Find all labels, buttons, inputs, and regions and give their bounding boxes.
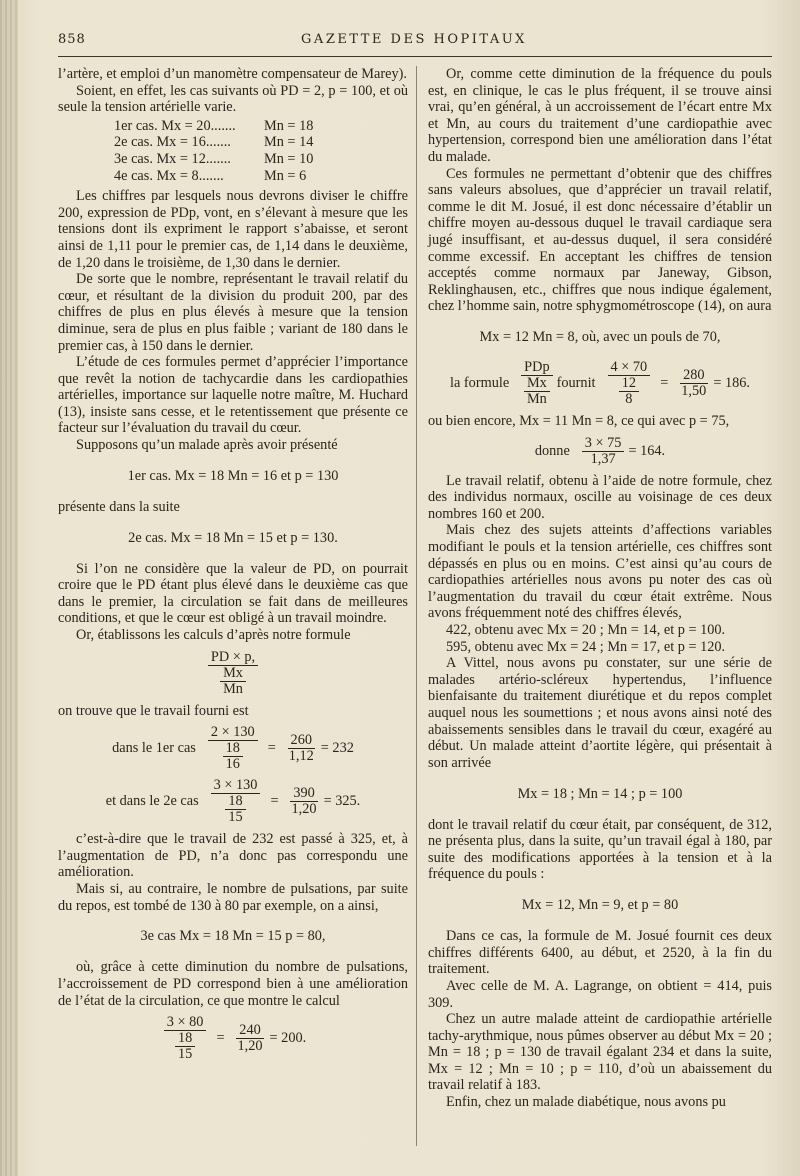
case-label: 4e cas. Mx = 8....... <box>114 167 224 184</box>
paragraph: ou bien encore, Mx = 11 Mn = 8, ce qui avec p = 75, <box>428 413 730 430</box>
paragraph: Enfin, chez un malade diabétique, nous avons pu <box>446 1094 726 1111</box>
formula-line: 2e cas. Mx = 18 Mn = 15 et p = 130. <box>128 529 338 546</box>
paragraph: Avec celle de M. A. Lagrange, on obtient = 414, puis 309. <box>428 977 772 1011</box>
fraction <box>208 725 258 772</box>
calculation-normal-2 <box>428 436 772 467</box>
calculation-2: et dans le 2e cas 3 × 130 18 15 = $\frac{390}{1,20}$ = 325. <box>105 777 361 826</box>
calculation-normal-1: la formule PDp Mx Mn fournit 4 × 70 12 8 = $\frac{280}{1,50}$ = 186. <box>450 359 750 408</box>
case-value: Mn = 6 <box>264 167 307 184</box>
case-value: Mn = 18 <box>264 117 314 134</box>
fraction-denominator-bottom: Mn <box>526 391 547 408</box>
fraction <box>286 733 317 764</box>
calc-result: = 200. <box>269 1030 307 1047</box>
fraction-denominator: 1,12 <box>288 748 314 765</box>
paragraph: Ces formules ne permettant d’obtenir que des chiffres sans valeurs absolues, que d’apprécier un travail relatif, comme le dit M. Josué, il est donc nécessaire d’établir un chiffre moyen au-dessous duquel le travail cardiaque sera jugé insuffisant, et au-dessus duquel, il sera considéré comme excessif. En acceptant les chiffres de tension acceptés comme normaux par Janeway, Gibson, Reklinghausen, etc., chiffres que nous indique également, chez l’homme sain, notre sphygmométroscope (14), on aura <box>428 165 772 315</box>
fraction-denominator: 1,37 <box>590 450 616 467</box>
case-label: 2e cas. Mx = 16....... <box>114 134 231 151</box>
fraction-numerator: 4 × 70 <box>608 360 651 376</box>
formula-line: 1er cas. Mx = 18 Mn = 16 et p = 130 <box>127 467 339 484</box>
calc-label: donne <box>534 442 570 459</box>
fraction-denominator: 1,50 <box>681 383 707 400</box>
paragraph: c’est-à-dire que le travail de 232 est passé à 325, et, à l’augmentation de PD, n’a donc pas correspondu une amélioration. <box>58 831 408 881</box>
case-row <box>58 118 408 135</box>
fraction-denominator-bottom: Mn <box>223 680 243 697</box>
paragraph: Mais si, au contraire, le nombre de pulsations, par suite du repos, est tombé de 130 à 80 par exemple, on a ainsi, <box>58 880 408 914</box>
paragraph: Or, établissons les calculs d’après notre formule <box>76 627 351 643</box>
fraction-denominator-bottom: 15 <box>228 809 243 826</box>
calc-label: et dans le 2e cas <box>105 793 199 810</box>
left-column <box>58 66 408 1068</box>
calc-label: dans le 1er cas <box>112 740 196 757</box>
fraction-denominator-top: 12 <box>619 376 639 392</box>
list-item: 595, obtenu avec Mx = 24 ; Mn = 17, et p = 120. <box>446 638 726 655</box>
formula-line: Mx = 12 Mn = 8, où, avec un pouls de 70, <box>479 329 721 346</box>
general-formula <box>58 650 408 697</box>
fraction-numerator: 280 <box>680 368 707 384</box>
fraction-denominator-bottom: 16 <box>225 756 240 773</box>
right-column <box>428 66 772 1111</box>
calc-result: = 164. <box>628 442 666 459</box>
paragraph: l’artère, et emploi d’un manomètre compensateur de Marey). <box>58 66 407 82</box>
journal-title: GAZETTE DES HOPITAUX <box>301 32 527 47</box>
case-value: Mn = 14 <box>264 134 314 151</box>
fraction <box>208 650 258 697</box>
fraction-numerator: PD × p, <box>208 650 258 666</box>
page-number: 858 <box>58 32 86 47</box>
paragraph: Chez un autre malade atteint de cardiopathie artérielle tachy-arythmique, nous pûmes observer au début Mx = 20 ; Mn = 18 ; p = 130 de travail égalant 234 et dans la suite, Mx = 12 ; Mn = 10 ; p = 110, d’où un abaissement du travail relatif à 183. <box>428 1011 772 1094</box>
column-divider <box>416 66 417 1146</box>
formula-line: Mx = 12, Mn = 9, et p = 80 <box>521 897 679 914</box>
fraction-numerator: 3 × 130 <box>211 778 261 794</box>
calc-word: fournit <box>556 375 596 392</box>
fraction <box>608 360 651 407</box>
header-rule <box>58 56 772 57</box>
case-row <box>58 151 408 168</box>
paragraph: dont le travail relatif du cœur était, par conséquent, de 312, ne présenta plus, dans la suite, qu’un travail égal à 180, par suite des modifications apportées à la tension et à la fréquence du pouls : <box>428 816 772 883</box>
calc-result: = 325. <box>323 793 361 810</box>
calculation-3: 3 × 80 18 15 = $\frac{240}{1,20}$ = 200. <box>58 1015 408 1062</box>
fraction <box>235 1023 266 1054</box>
fraction-denominator: 1,20 <box>237 1038 263 1055</box>
calc-label: la formule <box>450 375 510 392</box>
fraction <box>211 778 261 825</box>
paragraph: présente dans la suite <box>58 498 180 515</box>
fraction-denominator-top: 18 <box>175 1031 195 1047</box>
calculation-1: dans le 1er cas 2 × 130 18 16 = $\frac{260}{1,12}$ = 232 <box>112 724 354 773</box>
fraction-numerator: 2 × 130 <box>208 725 258 741</box>
fraction-numerator: 3 × 80 <box>164 1015 207 1031</box>
paragraph: Les chiffres par lesquels nous devrons diviser le chiffre 200, expression de PDp, vont, en s’élevant à mesure que les tensions dont ils expriment le rapport s’abaisse, et seront ainsi de 1,11 pour le premier cas, de 1,14 dans le deuxième, de 1,20 dans le troisième, de 1,30 dans le dernier. <box>58 188 408 271</box>
paragraph: Or, comme cette diminution de la fréquence du pouls est, en clinique, le cas le plus fréquent, il se trouve ainsi vrai, qu’en général, à un accroissement de l’écart entre Mx et Mn, au cours du traitement d’une cardiopathie avec hypertension, correspond bien une amélioration dans l’état du malade. <box>428 66 772 165</box>
formula-line: Mx = 18 ; Mn = 14 ; p = 100 <box>517 785 683 802</box>
paragraph: De sorte que le nombre, représentant le travail relatif du cœur, et résultant de la division du produit 200, par des chiffres de plus en plus élevés à mesure que la tension diminue, sera de plus en plus faible ; variant de 180 dans le premier cas, à 150 dans le dernier. <box>58 271 408 354</box>
fraction-denominator-bottom: 15 <box>177 1046 193 1063</box>
fraction <box>521 360 552 407</box>
fraction-numerator: 390 <box>290 786 317 802</box>
fraction <box>164 1015 207 1062</box>
calc-result: = 186. <box>713 375 750 392</box>
fraction <box>678 368 709 399</box>
fraction-denominator-top: 18 <box>225 794 245 810</box>
fraction-numerator: 3 × 75 <box>582 436 625 452</box>
formula-line: 3e cas Mx = 18 Mn = 15 p = 80, <box>140 928 326 945</box>
fraction <box>289 786 320 817</box>
case-list <box>58 118 408 184</box>
paragraph: Soient, en effet, les cas suivants où PD = 2, p = 100, et où seule la tension artérielle varie. <box>58 82 408 116</box>
fraction-denominator-bottom: 8 <box>625 391 633 408</box>
fraction-numerator: 240 <box>236 1023 263 1039</box>
paragraph: Mais chez des sujets atteints d’affections variables modifiant le pouls et la tension artérielle, ces chiffres sont dépassés en plus ou en moins. C’est ainsi qu’au cours de cardiopathies artérielles nous avons pu noter des cas où l’augmentation du travail du cœur était extrême. Nous avons fréquemment noté des chiffres élevés, <box>428 522 772 622</box>
paragraph: Si l’on ne considère que la valeur de PD, on pourrait croire que le PD étant plus élevé dans le deuxième cas que dans le premier, la circulation se fait dans de meilleures conditions, et que le cœur est obligé à un travail moindre. <box>58 560 408 627</box>
case-label: 3e cas. Mx = 12....... <box>114 150 231 167</box>
fraction-denominator: 1,20 <box>291 801 317 818</box>
case-row <box>58 168 408 185</box>
fraction-numerator: 260 <box>288 733 315 749</box>
page-header <box>58 30 770 52</box>
paragraph: on trouve que le travail fourni est <box>58 702 249 719</box>
paragraph: Supposons qu’un malade après avoir présenté <box>76 437 338 454</box>
paragraph: L’étude de ces formules permet d’apprécier l’importance que revêt la notion de tachycardie dans les cardiopathies artérielles, importance sur laquelle notre maître, M. Huchard (13), insiste sans cesse, et le retentissement que présente ce facteur sur l’évaluation du travail du cœur. <box>58 354 408 437</box>
paragraph: où, grâce à cette diminution du nombre de pulsations, l’accroissement de PD correspond bien à une amélioration de l’état de la circulation, ce que montre le calcul <box>58 959 408 1009</box>
fraction-denominator-top: Mx <box>524 376 550 392</box>
fraction-denominator-top: 18 <box>223 741 243 757</box>
case-label: 1er cas. Mx = 20....... <box>114 117 236 134</box>
binding-edge <box>0 0 18 1176</box>
fraction <box>582 436 625 467</box>
calc-result: = 232 <box>320 740 354 757</box>
paragraph: A Vittel, nous avons pu constater, sur une série de malades artério-scléreux hypertendus, l’influence bienfaisante du traitement diurétique et du repos complet auquel nous les soumettions ; et nous avons ainsi noté des abaissements sensibles dans le travail du cœur, exagéré au début. Un malade atteint d’aortite légère, qui présentait à son arrivée <box>428 655 772 771</box>
case-value: Mn = 10 <box>264 150 314 167</box>
fraction-numerator: PDp <box>521 360 552 376</box>
paragraph: Le travail relatif, obtenu à l’aide de notre formule, chez des individus normaux, oscille au voisinage de ces deux nombres 160 et 200. <box>428 472 772 522</box>
case-row <box>58 134 408 151</box>
paragraph: Dans ce cas, la formule de M. Josué fournit ces deux chiffres différents 6400, au début, et 2520, à la fin du traitement. <box>428 928 772 978</box>
list-item: 422, obtenu avec Mx = 20 ; Mn = 14, et p = 100. <box>446 622 726 639</box>
fraction-denominator-top: Mx <box>220 666 246 682</box>
